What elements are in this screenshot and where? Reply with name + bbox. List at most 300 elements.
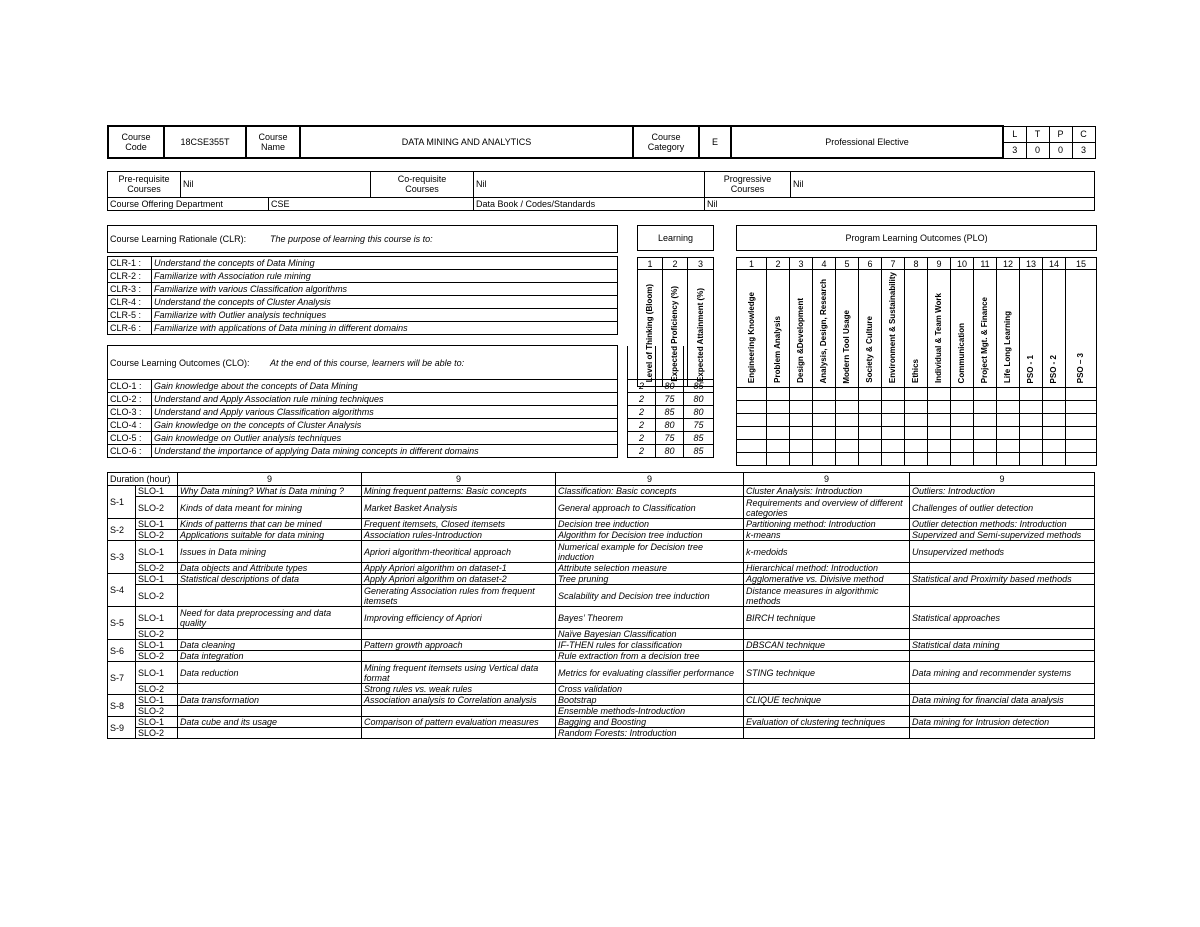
plo-num: 7: [882, 258, 905, 270]
topic-cell: [744, 629, 910, 640]
schedule-row: [108, 651, 1095, 662]
progressive-value: Nil: [791, 172, 1095, 198]
topic-cell: Bayes’ Theorem: [556, 607, 744, 629]
topic-cell: Evaluation of clustering techniques: [744, 717, 910, 728]
schedule-row: [108, 585, 1095, 607]
topic-cell: k-medoids: [744, 541, 910, 563]
plo-header: Problem Analysis: [767, 270, 790, 388]
plo-num: 2: [767, 258, 790, 270]
topic-cell: Data transformation: [178, 695, 362, 706]
dept-value: CSE: [269, 197, 474, 210]
plo-cell: [1020, 401, 1043, 414]
plo-cell: [951, 427, 974, 440]
schedule-row: [108, 706, 1095, 717]
topic-cell: Apply Apriori algorithm on dataset-2: [362, 574, 556, 585]
topic-cell: Hierarchical method: Introduction: [744, 563, 910, 574]
plo-cell: [951, 388, 974, 401]
plo-num: 1: [737, 258, 767, 270]
topic-cell: Outliers: Introduction: [910, 486, 1095, 497]
topic-cell: Bootstrap: [556, 695, 744, 706]
plo-cell: [767, 440, 790, 453]
slo-label: SLO-1: [136, 486, 178, 497]
plo-header: Society & Culture: [859, 270, 882, 388]
plo-num: 5: [836, 258, 859, 270]
schedule-row: [108, 519, 1095, 530]
plo-cell: [737, 440, 767, 453]
session-label: S-3: [108, 541, 136, 574]
plo-cell: [836, 388, 859, 401]
clo-code: CLO-4 :: [108, 419, 152, 432]
topic-cell: Apply Apriori algorithm on dataset-1: [362, 563, 556, 574]
learning-header: Level of Thinking (Bloom): [638, 270, 663, 387]
plo-cell: [928, 414, 951, 427]
plo-num: 15: [1066, 258, 1097, 270]
plo-header: Engineering Knowledge: [737, 270, 767, 388]
clo-level: 2: [628, 445, 656, 458]
plo-cell: [859, 453, 882, 466]
topic-cell: Ensemble methods-Introduction: [556, 706, 744, 717]
course-name: DATA MINING AND ANALYTICS: [300, 126, 633, 158]
slo-label: SLO-1: [136, 519, 178, 530]
progressive-label: Progressive Courses: [705, 172, 791, 198]
topic-cell: Decision tree induction: [556, 519, 744, 530]
clr-code: CLR-2 :: [108, 270, 152, 283]
clo-proficiency: 80: [656, 445, 684, 458]
plo-cell: [974, 388, 997, 401]
ltpc-value: 0: [1049, 142, 1072, 158]
clo-proficiency: 80: [656, 419, 684, 432]
coreq-value: Nil: [474, 172, 705, 198]
topic-cell: Tree pruning: [556, 574, 744, 585]
learning-table: [637, 225, 714, 387]
topic-cell: [178, 684, 362, 695]
schedule-row: [108, 541, 1095, 563]
plo-cell: [1020, 414, 1043, 427]
plo-cell: [905, 401, 928, 414]
clo-attainment: 80: [684, 406, 714, 419]
plo-header: Environment & Sustainability: [882, 270, 905, 388]
schedule-row: [108, 717, 1095, 728]
plo-cell: [928, 427, 951, 440]
topic-cell: Data cube and its usage: [178, 717, 362, 728]
topic-cell: Generating Association rules from frequent itemsets: [362, 585, 556, 607]
clo-title-row: [108, 346, 618, 380]
plo-cell: [1043, 427, 1066, 440]
session-label: S-5: [108, 607, 136, 640]
clo-text: Gain knowledge about the concepts of Data Mining: [152, 380, 618, 393]
plo-num: 9: [928, 258, 951, 270]
plo-cell: [737, 388, 767, 401]
plo-cell: [1043, 453, 1066, 466]
schedule-row: [108, 684, 1095, 695]
topic-cell: Strong rules vs. weak rules: [362, 684, 556, 695]
topic-cell: [362, 706, 556, 717]
session-label: S-6: [108, 640, 136, 662]
course-category-label: Course Category: [633, 126, 699, 158]
learning-header: Expected Proficiency (%): [663, 270, 688, 387]
plo-cell: [836, 427, 859, 440]
ltpc-label: T: [1026, 126, 1049, 142]
topic-cell: [910, 706, 1095, 717]
clo-text: Gain knowledge on the concepts of Cluster Analysis: [152, 419, 618, 432]
plo-cell: [928, 453, 951, 466]
clo-purpose: At the end of this course, learners will be able to:: [270, 357, 465, 368]
plo-cell: [928, 401, 951, 414]
plo-table: [736, 225, 1097, 466]
plo-grid-row: [737, 453, 1097, 466]
plo-num: 6: [859, 258, 882, 270]
plo-num: 14: [1043, 258, 1066, 270]
topic-cell: Why Data mining? What is Data mining ?: [178, 486, 362, 497]
topic-cell: Comparison of pattern evaluation measures: [362, 717, 556, 728]
plo-cell: [882, 401, 905, 414]
course-code-label: Course Code: [108, 126, 164, 158]
plo-cell: [1066, 401, 1097, 414]
plo-cell: [767, 401, 790, 414]
plo-cell: [928, 440, 951, 453]
topic-cell: [362, 629, 556, 640]
category-code: E: [699, 126, 731, 158]
topic-cell: Need for data preprocessing and data quality: [178, 607, 362, 629]
topic-cell: DBSCAN technique: [744, 640, 910, 651]
clr-table: [107, 225, 618, 335]
unit-duration: 9: [556, 473, 744, 486]
schedule-row: [108, 530, 1095, 541]
topic-cell: [910, 651, 1095, 662]
plo-num: 13: [1020, 258, 1043, 270]
clo-level: 2: [628, 419, 656, 432]
plo-cell: [974, 453, 997, 466]
plo-header: Analysis, Design, Research: [813, 270, 836, 388]
plo-header: PSO - 2: [1043, 270, 1066, 388]
ltpc-label: L: [1003, 126, 1026, 142]
topic-cell: Random Forests: Introduction: [556, 728, 744, 739]
plo-cell: [813, 388, 836, 401]
clo-code: CLO-6 :: [108, 445, 152, 458]
course-name-label: Course Name: [246, 126, 300, 158]
category-name: Professional Elective: [731, 126, 1003, 158]
plo-cell: [859, 440, 882, 453]
ltpc-value: 3: [1003, 142, 1026, 158]
schedule-row: [108, 607, 1095, 629]
topic-cell: Apriori algorithm-theoritical approach: [362, 541, 556, 563]
schedule-row: [108, 662, 1095, 684]
plo-cell: [882, 427, 905, 440]
plo-grid-row: [737, 440, 1097, 453]
topic-cell: [910, 629, 1095, 640]
ltpc-label: C: [1072, 126, 1095, 142]
plo-cell: [767, 414, 790, 427]
topic-cell: Naïve Bayesian Classification: [556, 629, 744, 640]
plo-cell: [790, 414, 813, 427]
topic-cell: Statistical descriptions of data: [178, 574, 362, 585]
plo-cell: [882, 414, 905, 427]
topic-cell: Bagging and Boosting: [556, 717, 744, 728]
schedule-row: [108, 695, 1095, 706]
plo-cell: [905, 440, 928, 453]
schedule-row: [108, 640, 1095, 651]
plo-cell: [859, 401, 882, 414]
clr-code: CLR-3 :: [108, 283, 152, 296]
ltpc-value: 3: [1072, 142, 1095, 158]
schedule-row: [108, 574, 1095, 585]
plo-cell: [951, 453, 974, 466]
clo-attainment: 85: [684, 445, 714, 458]
clr-title-row: [108, 226, 618, 253]
clo-text: Understand and Apply various Classification algorithms: [152, 406, 618, 419]
clo-text: Gain knowledge on Outlier analysis techniques: [152, 432, 618, 445]
plo-cell: [813, 401, 836, 414]
plo-cell: [997, 414, 1020, 427]
topic-cell: [744, 728, 910, 739]
plo-cell: [882, 388, 905, 401]
plo-cell: [859, 414, 882, 427]
clr-text: Familiarize with applications of Data mining in different domains: [152, 322, 618, 335]
plo-cell: [1066, 440, 1097, 453]
topic-cell: Statistical and Proximity based methods: [910, 574, 1095, 585]
topic-cell: Supervized and Semi-supervized methods: [910, 530, 1095, 541]
slo-label: SLO-1: [136, 541, 178, 563]
plo-cell: [1020, 440, 1043, 453]
plo-grid-row: [737, 388, 1097, 401]
plo-num: 4: [813, 258, 836, 270]
clr-code: CLR-1 :: [108, 257, 152, 270]
session-label: S-8: [108, 695, 136, 717]
topic-cell: Outlier detection methods: Introduction: [910, 519, 1095, 530]
topic-cell: Association analysis to Correlation analysis: [362, 695, 556, 706]
topic-cell: Scalability and Decision tree induction: [556, 585, 744, 607]
topic-cell: Pattern growth approach: [362, 640, 556, 651]
clr-code: CLR-6 :: [108, 322, 152, 335]
slo-label: SLO-2: [136, 563, 178, 574]
topic-cell: [744, 684, 910, 695]
topic-cell: Frequent itemsets, Closed itemsets: [362, 519, 556, 530]
plo-header: Individual & Team Work: [928, 270, 951, 388]
plo-grid: [737, 388, 1097, 466]
clo-code: CLO-3 :: [108, 406, 152, 419]
plo-cell: [859, 427, 882, 440]
plo-cell: [737, 427, 767, 440]
session-label: S-9: [108, 717, 136, 739]
slo-label: SLO-1: [136, 574, 178, 585]
topic-cell: [178, 629, 362, 640]
plo-cell: [974, 440, 997, 453]
unit-duration: 9: [744, 473, 910, 486]
plo-header: Project Mgt. & Finance: [974, 270, 997, 388]
slo-label: SLO-2: [136, 585, 178, 607]
clo-proficiency: 80: [656, 380, 684, 393]
clo-attainment: 85: [684, 432, 714, 445]
clr-text: Familiarize with Outlier analysis techniques: [152, 309, 618, 322]
clo-level: 2: [628, 432, 656, 445]
plo-cell: [997, 427, 1020, 440]
prerequisite-table: [107, 171, 1095, 211]
topic-cell: [910, 728, 1095, 739]
clo-text: Understand and Apply Association rule mining techniques: [152, 393, 618, 406]
topic-cell: STING technique: [744, 662, 910, 684]
topic-cell: [744, 706, 910, 717]
plo-cell: [951, 440, 974, 453]
slo-label: SLO-2: [136, 497, 178, 519]
schedule-row: [108, 497, 1095, 519]
topic-cell: Partitioning method: Introduction: [744, 519, 910, 530]
plo-cell: [836, 440, 859, 453]
clr-text: Understand the concepts of Data Mining: [152, 257, 618, 270]
clo-level: 2: [628, 393, 656, 406]
topic-cell: Requirements and overview of different categories: [744, 497, 910, 519]
plo-cell: [859, 388, 882, 401]
slo-label: SLO-2: [136, 728, 178, 739]
topic-cell: Data integration: [178, 651, 362, 662]
course-header-table: [107, 125, 1096, 159]
clr-text: Familiarize with various Classification algorithms: [152, 283, 618, 296]
ltpc-value: 0: [1026, 142, 1049, 158]
plo-cell: [905, 427, 928, 440]
plo-cell: [813, 414, 836, 427]
plo-cell: [836, 401, 859, 414]
plo-cell: [1066, 427, 1097, 440]
plo-cell: [974, 401, 997, 414]
plo-cell: [790, 453, 813, 466]
plo-cell: [836, 414, 859, 427]
schedule-row: [108, 629, 1095, 640]
plo-cell: [1020, 453, 1043, 466]
clo-level: 2: [628, 380, 656, 393]
plo-cell: [790, 401, 813, 414]
session-label: S-1: [108, 486, 136, 519]
topic-cell: [178, 728, 362, 739]
topic-cell: Mining frequent patterns: Basic concepts: [362, 486, 556, 497]
learning-num: 3: [688, 258, 714, 270]
topic-cell: [362, 651, 556, 662]
learning-num: 2: [663, 258, 688, 270]
topic-cell: [178, 585, 362, 607]
clr-code: CLR-4 :: [108, 296, 152, 309]
topic-cell: IF-THEN rules for classification: [556, 640, 744, 651]
plo-cell: [767, 388, 790, 401]
topic-cell: Distance measures in algorithmic methods: [744, 585, 910, 607]
plo-grid-row: [737, 401, 1097, 414]
plo-cell: [997, 440, 1020, 453]
plo-cell: [905, 388, 928, 401]
topic-cell: Cluster Analysis: Introduction: [744, 486, 910, 497]
ltpc-label: P: [1049, 126, 1072, 142]
dept-label: Course Offering Department: [108, 197, 269, 210]
learning-title: Learning: [638, 226, 714, 251]
plo-cell: [1020, 427, 1043, 440]
plo-header: Ethics: [905, 270, 928, 388]
topic-cell: Improving efficiency of Apriori: [362, 607, 556, 629]
plo-cell: [1066, 453, 1097, 466]
plo-cell: [997, 388, 1020, 401]
plo-cell: [790, 427, 813, 440]
schedule-row: [108, 728, 1095, 739]
duration-label: Duration (hour): [108, 473, 178, 486]
topic-cell: Data reduction: [178, 662, 362, 684]
prereq-value: Nil: [181, 172, 371, 198]
clo-text: Understand the importance of applying Data mining concepts in different domains: [152, 445, 618, 458]
topic-cell: Metrics for evaluating classifier performance: [556, 662, 744, 684]
unit-duration: 9: [362, 473, 556, 486]
session-label: S-7: [108, 662, 136, 695]
coreq-label: Co-requisite Courses: [371, 172, 474, 198]
topic-cell: Issues in Data mining: [178, 541, 362, 563]
plo-cell: [1066, 414, 1097, 427]
plo-cell: [767, 427, 790, 440]
clo-code: CLO-2 :: [108, 393, 152, 406]
topic-cell: [178, 706, 362, 717]
topic-cell: Numerical example for Decision tree induction: [556, 541, 744, 563]
plo-header: PSO - 1: [1020, 270, 1043, 388]
plo-cell: [974, 427, 997, 440]
plo-cell: [836, 453, 859, 466]
plo-num: 8: [905, 258, 928, 270]
clo-attainment: 75: [684, 419, 714, 432]
clr-code: CLR-5 :: [108, 309, 152, 322]
plo-cell: [951, 414, 974, 427]
slo-label: SLO-1: [136, 607, 178, 629]
plo-header: Life Long Learning: [997, 270, 1020, 388]
clr-purpose: The purpose of learning this course is to:: [270, 234, 433, 244]
plo-cell: [974, 414, 997, 427]
topic-cell: Attribute selection measure: [556, 563, 744, 574]
clr-title: Course Learning Rationale (CLR):: [110, 234, 247, 244]
plo-cell: [905, 414, 928, 427]
topic-cell: CLIQUE technique: [744, 695, 910, 706]
topic-cell: Rule extraction from a decision tree: [556, 651, 744, 662]
slo-label: SLO-2: [136, 706, 178, 717]
topic-cell: General approach to Classification: [556, 497, 744, 519]
topic-cell: k-means: [744, 530, 910, 541]
course-code: 18CSE355T: [164, 126, 246, 158]
learning-header: Expected Attainment (%): [688, 270, 714, 387]
slo-label: SLO-1: [136, 717, 178, 728]
plo-cell: [997, 453, 1020, 466]
prereq-label: Pre-requisite Courses: [108, 172, 181, 198]
topic-cell: [910, 684, 1095, 695]
slo-label: SLO-2: [136, 629, 178, 640]
topic-cell: BIRCH technique: [744, 607, 910, 629]
slo-label: SLO-2: [136, 530, 178, 541]
plo-cell: [737, 453, 767, 466]
schedule-table: [107, 472, 1095, 739]
plo-grid-row: [737, 427, 1097, 440]
topic-cell: Statistical data mining: [910, 640, 1095, 651]
slo-label: SLO-2: [136, 651, 178, 662]
clr-text: Understand the concepts of Cluster Analysis: [152, 296, 618, 309]
topic-cell: [910, 563, 1095, 574]
plo-cell: [928, 388, 951, 401]
plo-num: 11: [974, 258, 997, 270]
topic-cell: Data mining and recommender systems: [910, 662, 1095, 684]
clo-code: CLO-1 :: [108, 380, 152, 393]
plo-cell: [1043, 414, 1066, 427]
slo-label: SLO-1: [136, 640, 178, 651]
topic-cell: [744, 651, 910, 662]
topic-cell: [910, 585, 1095, 607]
plo-cell: [905, 453, 928, 466]
plo-cell: [790, 388, 813, 401]
clo-level: 2: [628, 406, 656, 419]
plo-cell: [737, 414, 767, 427]
topic-cell: Kinds of patterns that can be mined: [178, 519, 362, 530]
topic-cell: Data cleaning: [178, 640, 362, 651]
session-label: S-4: [108, 574, 136, 607]
plo-cell: [1043, 440, 1066, 453]
topic-cell: Challenges of outlier detection: [910, 497, 1095, 519]
clo-proficiency: 75: [656, 393, 684, 406]
topic-cell: Unsupervized methods: [910, 541, 1095, 563]
